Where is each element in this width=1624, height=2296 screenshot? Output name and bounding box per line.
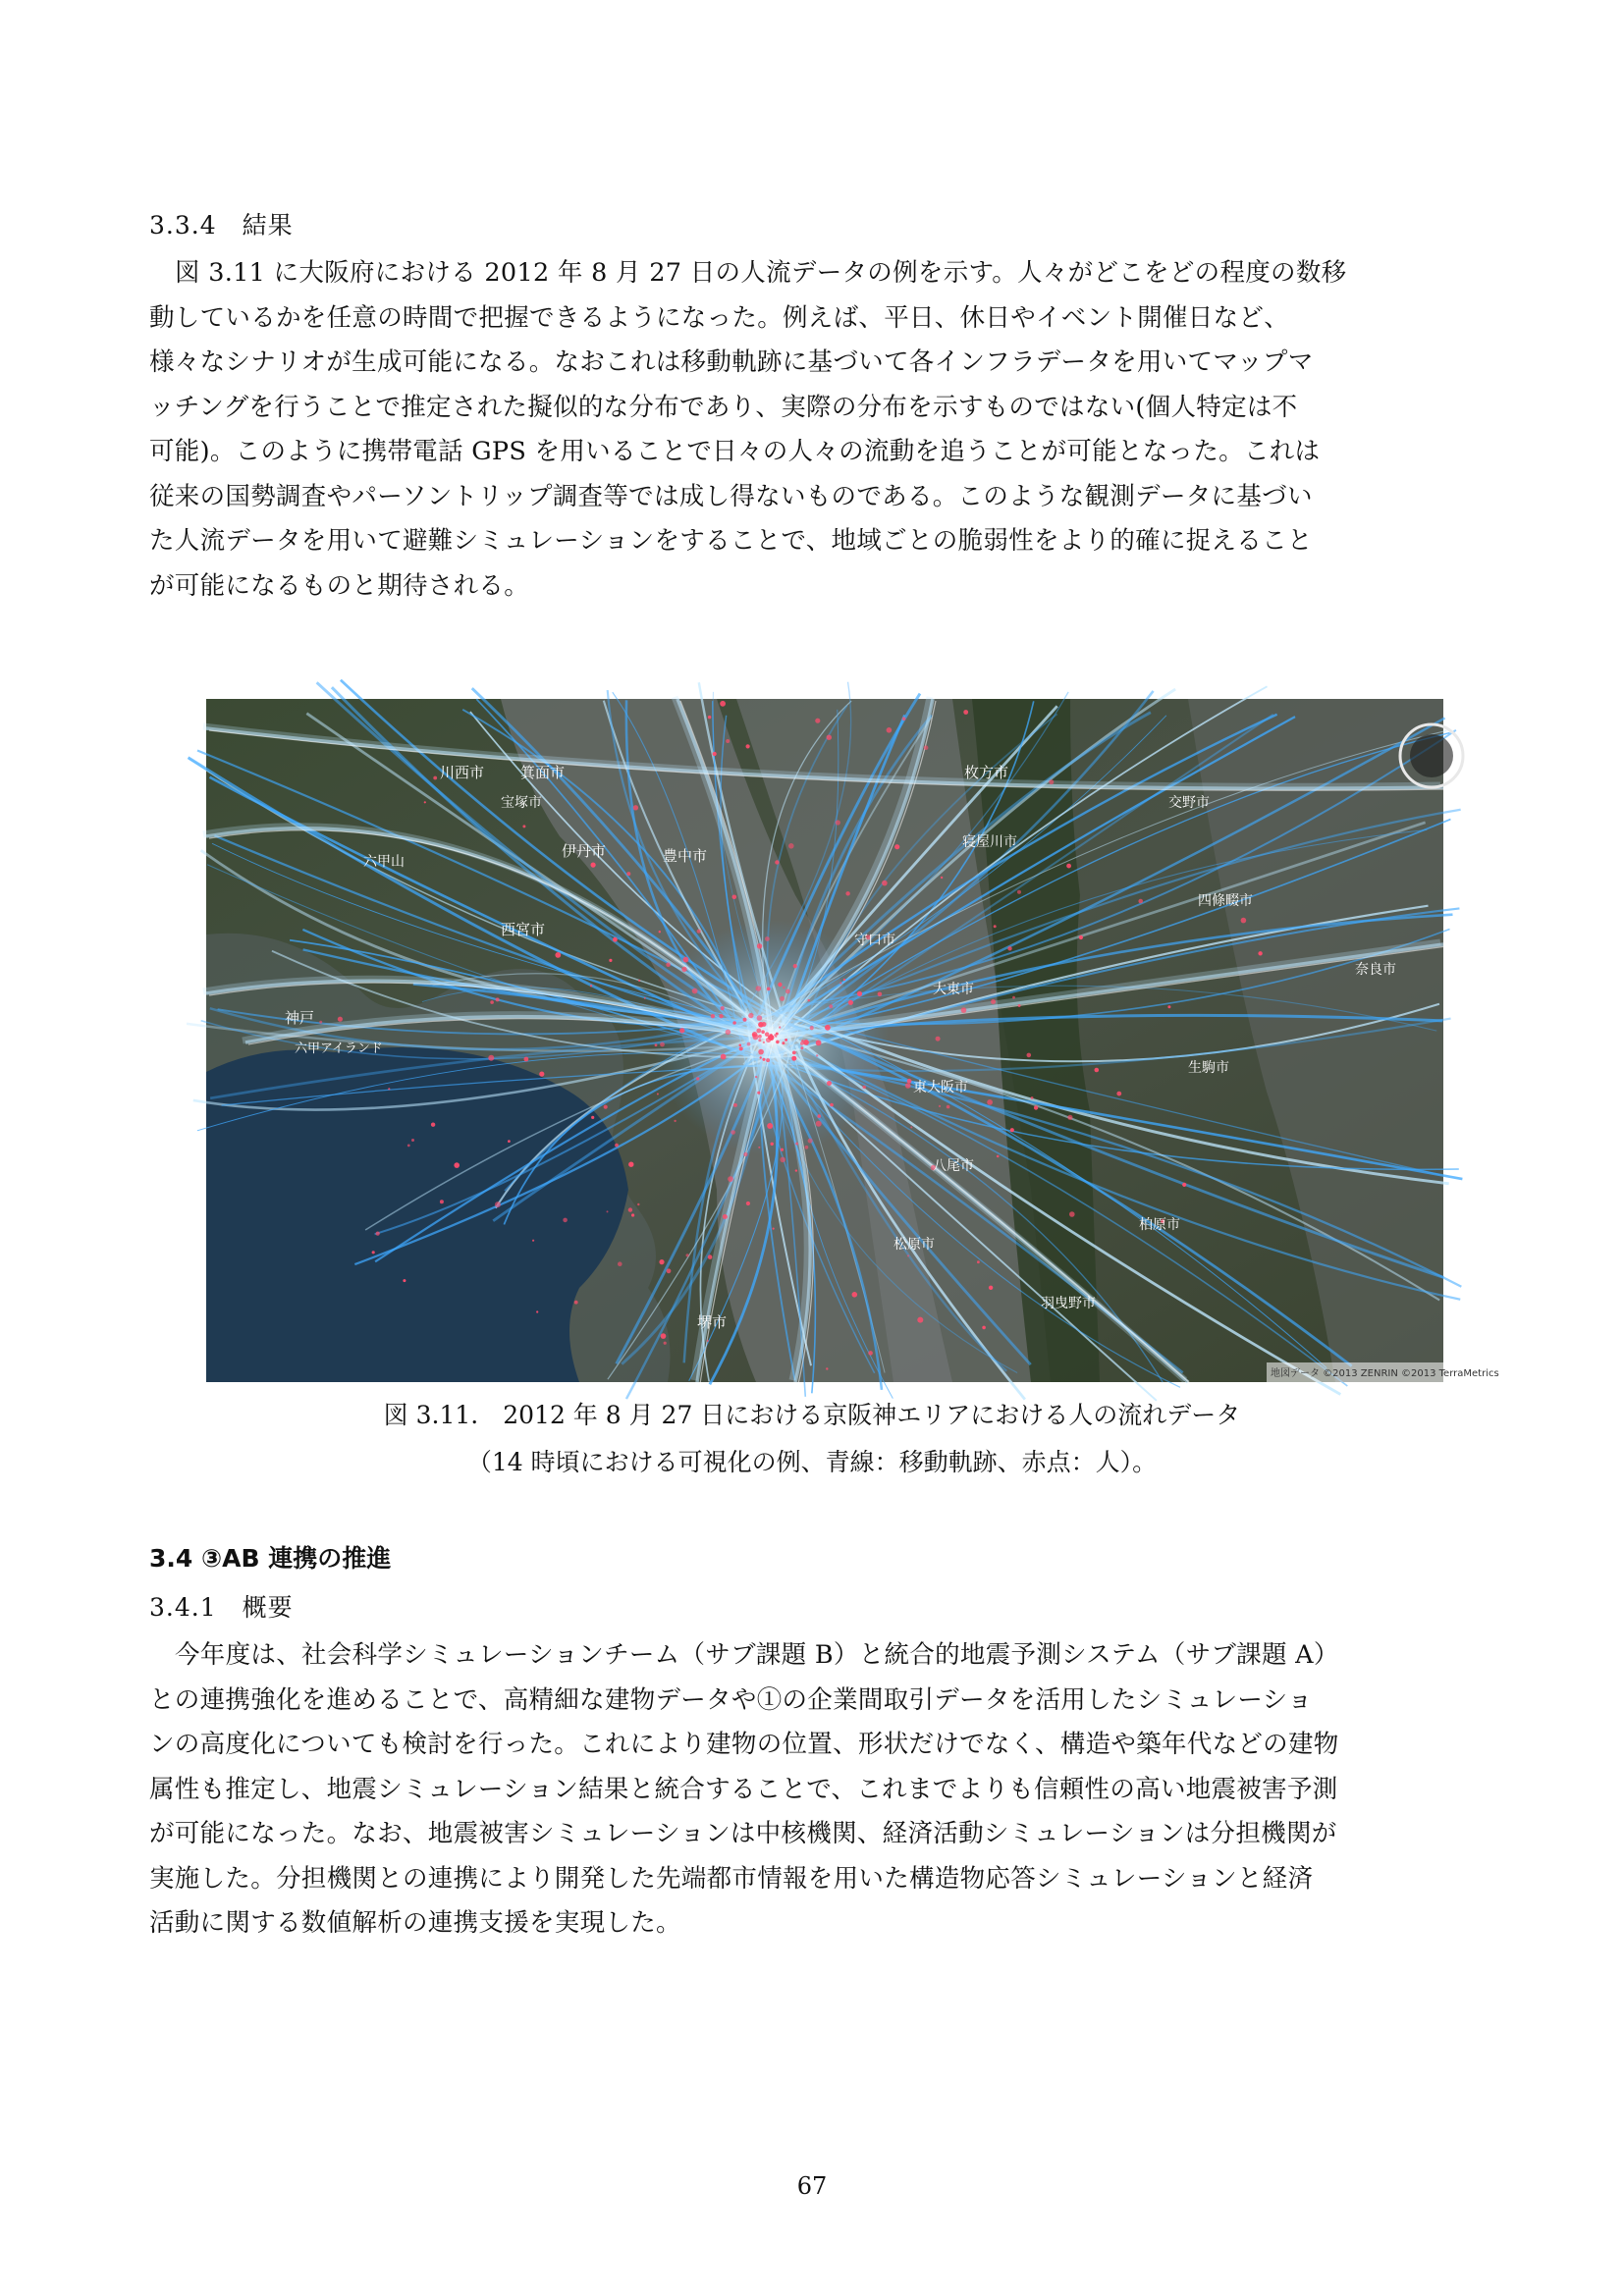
person-dot	[607, 1210, 609, 1212]
person-dot	[902, 717, 906, 721]
person-dot	[431, 1123, 435, 1127]
map-label: 箕面市	[520, 764, 566, 781]
person-dot	[755, 1076, 757, 1078]
person-dot	[776, 1041, 780, 1044]
person-dot	[773, 1228, 775, 1230]
person-dot	[739, 1044, 742, 1047]
person-dot	[827, 1081, 832, 1086]
person-dot	[728, 1176, 733, 1182]
person-dot	[1116, 1092, 1121, 1096]
person-dot	[829, 1004, 833, 1008]
person-dot	[683, 957, 689, 963]
person-dot	[1007, 946, 1011, 950]
person-dot	[1067, 1115, 1072, 1120]
map-label: 宝塚市	[501, 795, 542, 811]
person-dot	[1167, 1005, 1170, 1008]
person-dot	[830, 1103, 834, 1107]
person-dot	[563, 1218, 568, 1223]
person-dot	[793, 964, 797, 968]
person-dot	[907, 1255, 909, 1256]
map-label: 四條畷市	[1198, 893, 1253, 909]
map-label: 豊中市	[663, 847, 708, 865]
person-dot	[775, 1036, 777, 1038]
person-dot	[667, 1268, 672, 1273]
person-dot	[609, 959, 612, 962]
person-dot	[1018, 1004, 1021, 1007]
person-dot	[839, 982, 841, 984]
person-dot	[679, 1028, 684, 1033]
person-dot	[907, 1079, 912, 1084]
person-dot	[758, 1147, 760, 1148]
person-dot	[827, 735, 832, 740]
person-dot	[711, 1014, 715, 1018]
person-dot	[781, 1148, 784, 1151]
map-label: 柏原市	[1139, 1217, 1180, 1233]
person-dot	[758, 1039, 761, 1041]
person-dot	[803, 1040, 809, 1045]
person-dot	[924, 745, 929, 750]
text-line: 動しているかを任意の時間で把握できるようになった。例えば、平日、休日やイベント開催日など、	[149, 302, 1290, 333]
person-dot	[1095, 1068, 1100, 1073]
person-dot	[532, 1240, 534, 1242]
person-dot	[661, 1333, 667, 1339]
person-dot	[539, 1072, 544, 1077]
person-dot	[771, 1143, 774, 1146]
person-dot	[1138, 899, 1143, 904]
person-dot	[941, 877, 943, 879]
person-dot	[848, 1000, 853, 1005]
map-label: 大東市	[933, 982, 974, 997]
person-dot	[761, 1030, 765, 1034]
map-label: 神戸	[285, 1009, 315, 1027]
person-dot	[757, 1015, 763, 1021]
map-label: 川西市	[440, 764, 485, 781]
map-attribution: 地図データ ©2013 ZENRIN ©2013 TerraMetrics	[1271, 1368, 1499, 1379]
person-dot	[1182, 1183, 1186, 1187]
person-dot	[743, 1018, 747, 1022]
person-dot	[762, 1058, 765, 1061]
person-dot	[987, 1099, 993, 1105]
map-label: 西宮市	[501, 921, 546, 938]
person-dot	[771, 1035, 774, 1038]
person-dot	[788, 843, 794, 849]
person-dot	[808, 999, 810, 1001]
person-dot	[779, 1026, 781, 1028]
person-dot	[815, 719, 820, 723]
person-dot	[868, 1351, 873, 1356]
text-line: 活動に関する数値解析の連携支援を実現した。	[149, 1908, 681, 1938]
person-dot	[591, 863, 596, 868]
person-dot	[664, 1342, 667, 1345]
person-dot	[720, 701, 726, 707]
person-dot	[524, 1057, 529, 1062]
text-line: 図 3.11 に大阪府における 2012 年 8 月 27 日の人流データの例を示す。人々がどこをどの程度の数移	[175, 258, 1347, 288]
person-dot	[708, 716, 711, 719]
person-dot	[758, 1035, 762, 1039]
person-dot	[905, 1083, 911, 1089]
person-dot	[910, 1126, 912, 1128]
section-heading-3-4: 3.4 ③AB 連携の推進	[149, 1544, 392, 1573]
person-dot	[748, 1013, 753, 1018]
person-dot	[792, 1051, 796, 1055]
person-dot	[1066, 864, 1071, 869]
person-dot	[743, 1152, 747, 1156]
person-dot	[758, 1049, 764, 1055]
person-dot	[686, 1254, 689, 1256]
person-dot	[454, 1162, 460, 1168]
person-dot	[732, 1021, 736, 1025]
figure-people-flow-map	[206, 699, 1499, 1382]
person-dot	[666, 962, 671, 967]
person-dot	[765, 936, 770, 941]
person-dot	[590, 985, 592, 987]
person-dot	[508, 1140, 511, 1143]
person-dot	[763, 1041, 765, 1043]
person-dot	[780, 996, 785, 1001]
person-dot	[574, 1301, 578, 1305]
text-line: が可能になった。なお、地震被害シミュレーションは中核機関、経済活動シミュレーションは分担機関が	[149, 1819, 1337, 1848]
text-line: 属性も推定し、地震シミュレーション結果と統合することで、これまでよりも信頼性の高い地震被害予測	[149, 1774, 1338, 1804]
person-dot	[733, 1103, 737, 1107]
text-line: 可能)。このように携帯電話 GPS を用いることで日々の人々の流動を追うことが可能となった。これは	[149, 437, 1321, 466]
person-dot	[805, 1146, 809, 1149]
map-label: 奈良市	[1355, 962, 1396, 978]
person-dot	[760, 1056, 762, 1058]
map-label: 交野市	[1168, 795, 1210, 811]
person-dot	[726, 739, 730, 743]
person-dot	[719, 1014, 723, 1018]
person-dot	[961, 1007, 967, 1013]
person-dot	[746, 1201, 750, 1205]
person-dot	[1034, 1105, 1038, 1109]
person-dot	[631, 1213, 634, 1216]
person-dot	[836, 820, 840, 825]
person-dot	[963, 710, 968, 715]
person-dot	[659, 1259, 664, 1264]
person-dot	[1241, 918, 1247, 924]
person-dot	[862, 1086, 866, 1090]
person-dot	[816, 1121, 822, 1127]
person-dot	[1012, 996, 1015, 999]
person-dot	[816, 1041, 822, 1046]
person-dot	[747, 1042, 751, 1046]
text-line: 今年度は、社会科学シミュレーションチーム（サブ課題 B）と統合的地震予測システム（サブ課題 A）	[175, 1640, 1339, 1670]
person-dot	[756, 1029, 761, 1034]
person-dot	[692, 988, 698, 994]
person-dot	[746, 744, 750, 748]
person-dot	[756, 986, 762, 991]
person-dot	[1069, 1211, 1075, 1217]
person-dot	[825, 1025, 831, 1031]
person-dot	[791, 1056, 796, 1061]
person-dot	[1049, 779, 1054, 784]
person-dot	[644, 997, 646, 999]
person-dot	[721, 1054, 727, 1060]
person-dot	[762, 1022, 767, 1027]
section-heading-3-4-1: 3.4.1 概要	[149, 1593, 294, 1622]
person-dot	[495, 1201, 501, 1207]
person-dot	[388, 1088, 390, 1090]
person-dot	[657, 1094, 659, 1095]
figure-caption-line-1: 図 3.11. 2012 年 8 月 27 日における京阪神エリアにおける人の流れデータ	[383, 1401, 1241, 1429]
map-label: 東大阪市	[913, 1080, 968, 1095]
map-label: 寝屋川市	[962, 834, 1017, 850]
person-dot	[696, 1077, 699, 1080]
person-dot	[732, 895, 737, 900]
person-dot	[659, 931, 661, 933]
person-dot	[637, 1203, 639, 1205]
map-label: 守口市	[854, 933, 895, 948]
person-dot	[843, 979, 845, 981]
osaka-bay-water	[206, 1047, 628, 1382]
person-dot	[782, 1041, 785, 1044]
person-dot	[816, 1054, 818, 1056]
person-dot	[994, 925, 997, 928]
person-dot	[767, 988, 771, 991]
person-dot	[697, 930, 701, 934]
person-dot	[440, 1200, 444, 1203]
person-dot	[1258, 951, 1262, 955]
person-dot	[319, 1021, 322, 1024]
text-line: ンの高度化についても検討を行った。これにより建物の位置、形状だけでなく、構造や築年代などの建物	[149, 1730, 1339, 1759]
flow-map-image	[206, 699, 1499, 1382]
person-dot	[857, 991, 862, 996]
person-dot	[660, 1042, 665, 1047]
person-dot	[626, 872, 630, 876]
person-dot	[633, 805, 638, 810]
person-dot	[977, 1260, 980, 1263]
person-dot	[403, 1279, 406, 1282]
person-dot	[490, 1000, 494, 1004]
person-dot	[997, 1155, 1000, 1158]
paragraph-results	[149, 251, 1475, 609]
person-dot	[878, 992, 883, 997]
person-dot	[939, 1105, 941, 1107]
text-line: 従来の国勢調査やパーソントリップ調査等では成し得ないものである。このような観測データに基づい	[149, 481, 1313, 511]
person-dot	[936, 1037, 941, 1041]
person-dot	[708, 1255, 713, 1259]
person-dot	[894, 844, 899, 849]
person-dot	[753, 1034, 759, 1040]
person-dot	[826, 1367, 828, 1369]
text-line: ッチングを行うことで推定された擬似的な分布であり、実際の分布を示すものではない(個人特定は不	[149, 392, 1298, 422]
person-dot	[776, 1033, 779, 1036]
person-dot	[775, 860, 779, 864]
map-label: 羽曳野市	[1041, 1296, 1096, 1311]
person-dot	[887, 727, 893, 733]
person-dot	[783, 987, 785, 989]
person-dot	[655, 1043, 658, 1046]
section-heading-3-3-4: 3.3.4 結果	[149, 211, 294, 240]
person-dot	[638, 980, 640, 982]
person-dot	[982, 1326, 986, 1330]
person-dot	[424, 801, 426, 803]
person-dot	[947, 1105, 950, 1109]
person-dot	[739, 1046, 743, 1050]
person-dot	[488, 1055, 494, 1061]
person-dot	[522, 825, 525, 828]
person-dot	[757, 943, 762, 948]
person-dot	[991, 999, 996, 1004]
person-dot	[800, 1046, 803, 1049]
person-dot	[407, 1145, 410, 1148]
person-dot	[338, 1017, 343, 1022]
text-line: 様々なシナリオが生成可能になる。なおこれは移動軌跡に基づいて各インフラデータを用いてマップマ	[149, 347, 1314, 377]
page-number: 67	[796, 2172, 828, 2200]
person-dot	[780, 1157, 785, 1163]
person-dot	[674, 1120, 676, 1122]
person-dot	[785, 1039, 787, 1041]
person-dot	[989, 1286, 993, 1290]
map-label: 生駒市	[1188, 1060, 1229, 1076]
person-dot	[613, 937, 618, 942]
map-label: 八尾市	[933, 1158, 974, 1174]
map-label: 堺市	[697, 1313, 728, 1331]
person-dot	[591, 1116, 594, 1119]
person-dot	[757, 1092, 760, 1095]
person-dot	[713, 752, 717, 756]
person-dot	[810, 1026, 814, 1030]
person-dot	[433, 776, 437, 780]
person-dot	[628, 1207, 632, 1211]
map-label: 六甲アイランド	[295, 1041, 383, 1056]
person-dot	[795, 1169, 797, 1171]
person-dot	[376, 1232, 380, 1236]
person-dot	[795, 1143, 798, 1146]
person-dot	[726, 1030, 731, 1036]
person-dot	[1017, 890, 1021, 894]
person-dot	[1079, 935, 1083, 939]
map-label: 松原市	[893, 1237, 935, 1253]
person-dot	[882, 881, 888, 886]
person-dot	[1031, 1096, 1034, 1099]
person-dot	[496, 997, 500, 1001]
person-dot	[628, 1162, 633, 1167]
text-line: た人流データを用いて避難シミュレーションをすることで、地域ごとの脆弱性をより的確に捉えること	[149, 526, 1313, 556]
person-dot	[808, 1139, 813, 1144]
person-dot	[766, 1058, 770, 1062]
person-dot	[845, 891, 849, 895]
person-dot	[411, 1139, 414, 1142]
person-dot	[801, 1040, 803, 1041]
person-dot	[707, 1340, 709, 1342]
person-dot	[731, 1130, 735, 1135]
map-label: 伊丹市	[562, 842, 607, 860]
person-dot	[917, 1317, 923, 1323]
person-dot	[536, 1310, 538, 1312]
person-dot	[615, 1144, 619, 1148]
text-line: 実施した。分担機関との連携により開発した先端都市情報を用いた構造物応答シミュレーションと経済	[149, 1863, 1314, 1894]
person-dot	[767, 1123, 773, 1129]
person-dot	[778, 983, 782, 987]
text-line: との連携強化を進めることで、高精細な建物データや①の企業間取引データを活用したシミュレーショ	[149, 1684, 1313, 1715]
person-dot	[785, 989, 790, 994]
person-dot	[723, 1214, 728, 1219]
person-dot	[372, 1251, 375, 1254]
person-dot	[681, 967, 686, 972]
figure-caption-line-2: （14 時頃における可視化の例、青線：移動軌跡、赤点：人）。	[466, 1448, 1158, 1476]
text-line: が可能になるものと期待される。	[149, 570, 530, 601]
person-dot	[852, 1292, 858, 1298]
paragraph-overview	[149, 1633, 1475, 1947]
person-dot	[618, 1261, 623, 1266]
person-dot	[721, 1006, 725, 1010]
map-label: 枚方市	[964, 764, 1009, 781]
person-dot	[1010, 1128, 1014, 1132]
person-dot	[604, 1105, 608, 1109]
person-dot	[1027, 1053, 1032, 1058]
person-dot	[817, 1114, 821, 1118]
person-dot	[555, 952, 561, 958]
map-label: 六甲山	[363, 854, 405, 870]
